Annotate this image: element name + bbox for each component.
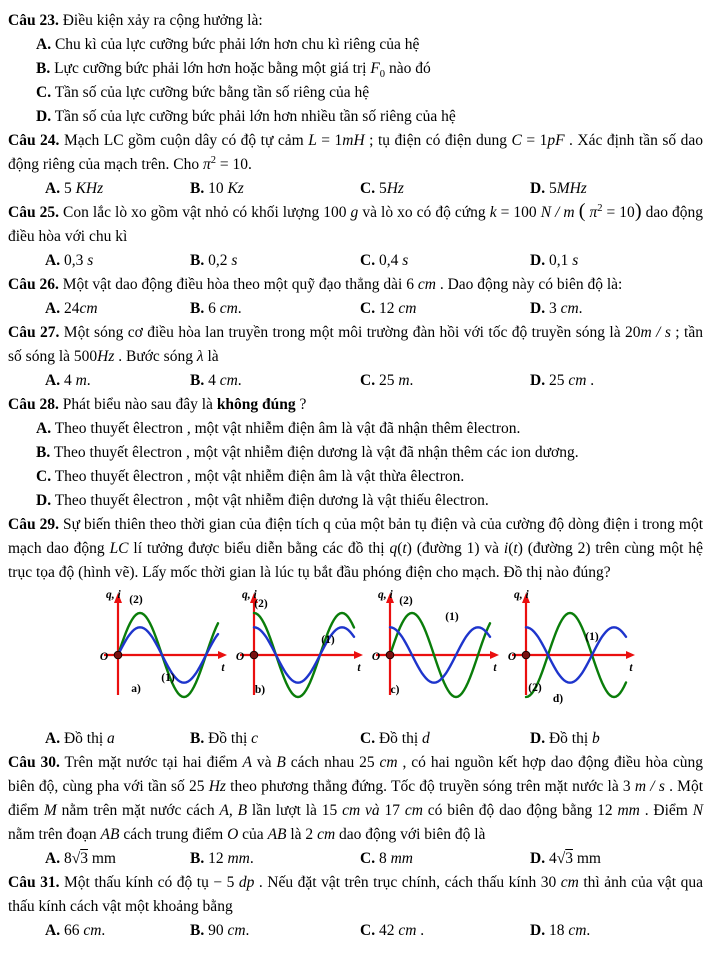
- option-a: [45, 177, 190, 201]
- x-axis-arrow: [354, 651, 363, 659]
- option-value: 6 cm.: [208, 300, 242, 317]
- option-value: 4 cm.: [208, 372, 242, 389]
- option-value: 0,3 s: [63, 252, 94, 269]
- option-letter: C.: [36, 84, 52, 101]
- origin-dot: [522, 651, 530, 659]
- option-value: Theo thuyết êlectron , một vật nhiễm điện dương là vật đã nhận thêm các ion dương.: [53, 444, 579, 461]
- option-b: [190, 177, 360, 201]
- option-c: [360, 847, 530, 871]
- question-30: [8, 751, 703, 871]
- question-24: [8, 129, 703, 201]
- option-value: 18 cm.: [548, 922, 591, 939]
- option-value: 0,1 s: [548, 252, 579, 269]
- question-text: [8, 201, 703, 249]
- option-d: [36, 489, 703, 513]
- option-d: [530, 919, 703, 943]
- option-value: 5 KHz: [63, 180, 104, 197]
- curve-1-label: (1): [161, 672, 175, 684]
- question-27: [8, 321, 703, 393]
- question-number: Câu 23.: [8, 12, 59, 29]
- option-b: [190, 369, 360, 393]
- question-28: [8, 393, 703, 513]
- option-a: [36, 33, 703, 57]
- option-value: Theo thuyết êlectron , một vật nhiễm điện dương là vật thiếu êlectron.: [54, 492, 489, 509]
- question-26: [8, 273, 703, 321]
- option-d: [36, 105, 703, 129]
- option-value: 4 m.: [63, 372, 91, 389]
- curve-2-label: (2): [528, 682, 542, 694]
- curve-2-label: (2): [129, 594, 143, 606]
- option-letter: C.: [360, 850, 376, 867]
- question-number: Câu 27.: [8, 324, 60, 341]
- option-value: 25 m.: [378, 372, 414, 389]
- x-axis-label: t: [357, 662, 361, 674]
- option-b: [190, 297, 360, 321]
- option-d: [530, 369, 703, 393]
- option-b: [36, 441, 703, 465]
- option-a: [45, 919, 190, 943]
- option-letter: B.: [190, 850, 205, 867]
- question-body: Mạch LC gồm cuộn dây có độ tự cảm L = 1mH ; tụ điện có điện dung C = 1pF . Xác định tần số dao động riêng của mạch trên. Cho $\pi^2 = 10$.: [8, 132, 703, 173]
- option-value: Tần số của lực cưỡng bức bằng tần số riêng của hệ: [54, 84, 370, 101]
- question-number: Câu 26.: [8, 276, 59, 293]
- graph-b: [228, 587, 364, 727]
- option-value: Đồ thị b: [548, 730, 600, 747]
- option-value: 8√3 mm: [63, 850, 116, 867]
- option-letter: C.: [360, 730, 376, 747]
- option-letter: D.: [530, 300, 546, 317]
- option-a: [45, 727, 190, 751]
- option-letter: C.: [360, 372, 376, 389]
- question-number: Câu 30.: [8, 754, 60, 771]
- option-value: Theo thuyết êlectron , một vật nhiễm điện âm là vật đã nhận thêm êlectron.: [54, 420, 521, 437]
- x-axis-label: t: [493, 662, 497, 674]
- option-value: 0,4 s: [378, 252, 409, 269]
- option-value: 4√3 mm: [548, 850, 601, 867]
- option-letter: C.: [36, 468, 52, 485]
- option-value: Lực cưỡng bức phải lớn hơn hoặc bằng một giá trị $F_0$ nào đó: [54, 60, 431, 81]
- option-letter: C.: [360, 300, 376, 317]
- origin-dot: [386, 651, 394, 659]
- question-number: Câu 25.: [8, 204, 59, 221]
- option-a: [45, 369, 190, 393]
- option-b: [190, 249, 360, 273]
- option-letter: B.: [36, 60, 51, 77]
- option-letter: D.: [530, 252, 546, 269]
- option-letter: A.: [36, 420, 52, 437]
- option-d: [530, 297, 703, 321]
- options-row: [45, 919, 703, 943]
- option-value: 66 cm.: [63, 922, 106, 939]
- option-value: 8 mm: [378, 850, 413, 867]
- option-value: 10 Kz: [208, 180, 244, 197]
- option-letter: A.: [45, 850, 61, 867]
- question-29: [8, 513, 703, 751]
- question-text: [8, 321, 703, 369]
- option-value: Chu kì của lực cưỡng bức phải lớn hơn chu kì riêng của hệ: [54, 36, 420, 53]
- question-body: Một sóng cơ điều hòa lan truyền trong một môi trường đàn hồi với tốc độ truyền sóng là 20m / s ; tần số sóng là 500Hz . Bước sóng λ là: [8, 324, 703, 365]
- option-value: 0,2 s: [208, 252, 238, 269]
- option-c: [360, 919, 530, 943]
- x-axis-arrow: [218, 651, 227, 659]
- curve-1-label: (1): [321, 634, 335, 646]
- options-row: [45, 847, 703, 871]
- option-letter: C.: [360, 252, 376, 269]
- question-body: Sự biến thiên theo thời gian của điện tích q của một bản tụ điện và của cường độ dòng điện i trong một mạch dao động LC lí tưởng được biểu diễn bằng các đồ thị q(t) (đường 1) và i(t) (đường 2) trên cùng một hệ trục tọa độ (hình vẽ). Lấy mốc thời gian là lúc tụ bắt đầu phóng điện cho mạch. Đồ thị nào đúng?: [8, 516, 703, 581]
- figure-graphs: [92, 587, 703, 727]
- options-row: [45, 249, 703, 273]
- option-c: [36, 465, 703, 489]
- graph-tag: c): [390, 684, 400, 696]
- option-value: 25 cm .: [548, 372, 595, 389]
- option-value: Tần số của lực cưỡng bức phải lớn hơn nhiều tần số riêng của hệ: [54, 108, 456, 125]
- option-value: 5MHz: [548, 180, 587, 197]
- option-letter: D.: [530, 372, 546, 389]
- option-letter: A.: [45, 300, 61, 317]
- option-d: [530, 727, 703, 751]
- graph-tag: a): [131, 683, 141, 695]
- question-text: [8, 751, 703, 847]
- question-body: Một vật dao động điều hòa theo một quỹ đạo thẳng dài 6 cm . Dao động này có biên độ là:: [62, 276, 623, 293]
- y-axis-label: q, i: [514, 589, 529, 601]
- question-body: Điều kiện xảy ra cộng hưởng là:: [62, 12, 263, 29]
- option-letter: B.: [190, 180, 205, 197]
- y-axis-label: q, i: [242, 589, 257, 601]
- option-c: [360, 297, 530, 321]
- option-c: [360, 177, 530, 201]
- option-value: 90 cm.: [208, 922, 250, 939]
- x-axis-label: t: [221, 662, 225, 674]
- curve-1-label: (1): [445, 611, 459, 623]
- y-axis-label: q, i: [106, 589, 121, 601]
- options-row: [45, 297, 703, 321]
- curve-2-label: (2): [399, 595, 413, 607]
- option-d: [530, 847, 703, 871]
- option-letter: D.: [36, 108, 52, 125]
- origin-label: O: [371, 651, 381, 663]
- origin-label: O: [235, 651, 245, 663]
- option-letter: B.: [190, 252, 205, 269]
- question-body: Phát biểu nào sau đây là không đúng ?: [62, 396, 307, 413]
- question-number: Câu 24.: [8, 132, 60, 149]
- option-value: 12 cm: [378, 300, 417, 317]
- option-b: [190, 847, 360, 871]
- question-text: [8, 393, 703, 417]
- question-23: [8, 9, 703, 129]
- option-c: [360, 369, 530, 393]
- question-number: Câu 28.: [8, 396, 59, 413]
- option-b: [190, 727, 360, 751]
- option-value: 24cm: [63, 300, 98, 317]
- question-number: Câu 29.: [8, 516, 59, 533]
- option-b: [190, 919, 360, 943]
- option-value: Đồ thị d: [378, 730, 430, 747]
- option-d: [530, 249, 703, 273]
- graph-c: [364, 587, 500, 727]
- origin-label: O: [507, 651, 517, 663]
- x-axis-arrow: [490, 651, 499, 659]
- option-c: [36, 81, 703, 105]
- options-row: [45, 177, 703, 201]
- option-letter: A.: [45, 372, 61, 389]
- option-letter: C.: [360, 922, 376, 939]
- option-letter: C.: [360, 180, 376, 197]
- option-d: [530, 177, 703, 201]
- graph-d: [500, 587, 636, 727]
- graph-a: [92, 587, 228, 727]
- x-axis-label: t: [629, 662, 633, 674]
- option-a: [45, 847, 190, 871]
- y-axis-label: q, i: [378, 589, 393, 601]
- option-letter: A.: [45, 252, 61, 269]
- option-letter: B.: [190, 922, 205, 939]
- graph-tag: d): [552, 693, 564, 705]
- question-text: [8, 9, 703, 33]
- option-value: Đồ thị a: [63, 730, 115, 747]
- question-31: [8, 871, 703, 943]
- option-c: [360, 249, 530, 273]
- option-letter: D.: [530, 730, 546, 747]
- options-row: [45, 727, 703, 751]
- options-list: [8, 33, 703, 129]
- graph-tag: b): [254, 684, 266, 696]
- option-a: [45, 249, 190, 273]
- question-text: [8, 129, 703, 177]
- question-number: Câu 31.: [8, 874, 60, 891]
- question-25: [8, 201, 703, 273]
- option-value: Theo thuyết êlectron , một vật nhiễm điện âm là vật thừa êlectron.: [54, 468, 465, 485]
- question-text: [8, 513, 703, 585]
- option-letter: B.: [36, 444, 51, 461]
- option-letter: A.: [36, 36, 52, 53]
- option-letter: B.: [190, 372, 205, 389]
- option-letter: A.: [45, 922, 61, 939]
- option-value: 42 cm .: [378, 922, 425, 939]
- option-b: [36, 57, 703, 81]
- option-a: [36, 417, 703, 441]
- curve-1-label: (1): [585, 631, 599, 643]
- origin-dot: [250, 651, 258, 659]
- origin-dot: [114, 651, 122, 659]
- question-text: [8, 871, 703, 919]
- options-list: [8, 417, 703, 513]
- option-letter: B.: [190, 730, 205, 747]
- x-axis-arrow: [626, 651, 635, 659]
- question-body: Một thấu kính có độ tụ − 5 dp . Nếu đặt vật trên trục chính, cách thấu kính 30 cm thì ảnh của vật qua thấu kính cách vật một khoảng bằng: [8, 874, 703, 915]
- option-letter: A.: [45, 180, 61, 197]
- option-value: 5Hz: [378, 180, 404, 197]
- option-value: Đồ thị c: [208, 730, 259, 747]
- option-a: [45, 297, 190, 321]
- option-value: 3 cm.: [548, 300, 583, 317]
- option-letter: D.: [530, 850, 546, 867]
- options-row: [45, 369, 703, 393]
- question-body: Trên mặt nước tại hai điểm A và B cách nhau 25 cm , có hai nguồn kết hợp dao động điều hòa cùng biên độ, cùng pha với tần số 25 Hz theo phương thẳng đứng. Tốc độ truyền sóng trên mặt nước là 3 m / s . Một điểm M nằm trên mặt nước cách A, B lần lượt là 15 cm và 17 cm có biên độ dao động bằng 12 mm . Điểm N nằm trên đoạn AB cách trung điểm O của AB là 2 cm dao động với biên độ là: [8, 754, 704, 843]
- curve-2-label: (2): [254, 598, 268, 610]
- option-c: [360, 727, 530, 751]
- option-letter: D.: [530, 180, 546, 197]
- option-letter: D.: [530, 922, 546, 939]
- question-body: Con lắc lò xo gồm vật nhỏ có khối lượng 100 g và lò xo có độ cứng k = 100 N / m ( $\pi^2 = 10$) dao động điều hòa với chu kì: [8, 200, 703, 245]
- question-text: [8, 273, 703, 297]
- option-letter: A.: [45, 730, 61, 747]
- origin-label: O: [99, 651, 109, 663]
- option-letter: D.: [36, 492, 52, 509]
- option-letter: B.: [190, 300, 205, 317]
- option-value: 12 mm.: [208, 850, 254, 867]
